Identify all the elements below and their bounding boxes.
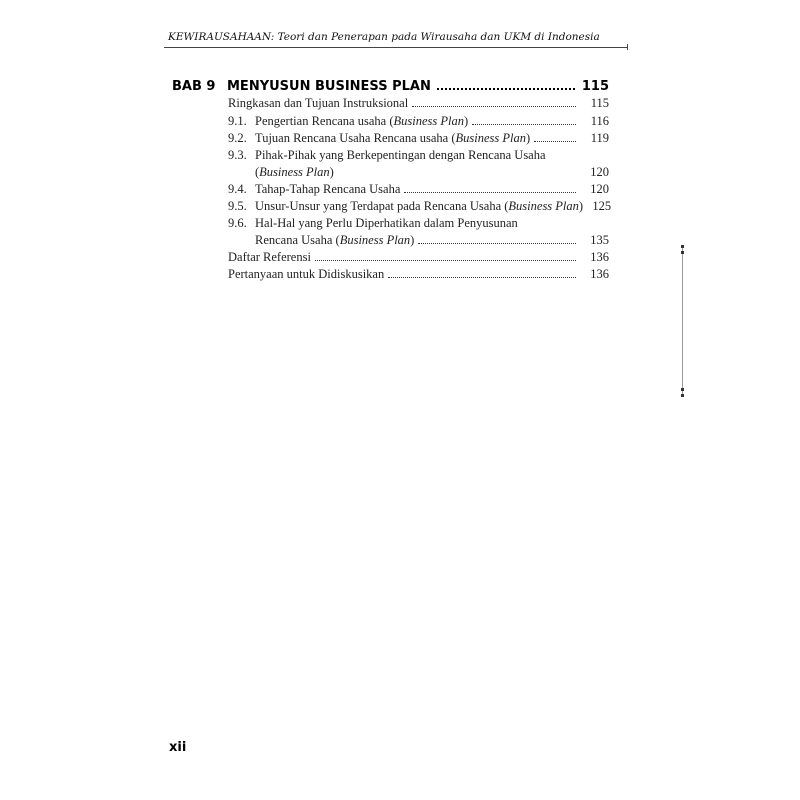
toc-entry-page: 125 xyxy=(592,199,612,213)
toc-entry-text: Pihak-Pihak yang Berkepentingan dengan Rencana Usaha xyxy=(255,148,546,162)
toc-entry xyxy=(228,182,609,198)
margin-line xyxy=(682,247,683,395)
toc-entry-number: 9.5. xyxy=(228,199,247,213)
toc-entry xyxy=(228,131,609,147)
toc-entry-page: 120 xyxy=(590,182,609,196)
toc-entry xyxy=(228,267,609,283)
toc-entry-text: Pengertian Rencana usaha (Business Plan) xyxy=(255,114,469,128)
chapter-dot-leader xyxy=(437,88,575,90)
toc-entry-page: 136 xyxy=(590,267,609,281)
toc-entry xyxy=(228,114,609,130)
margin-mark xyxy=(681,388,684,391)
toc-entry-page: 135 xyxy=(590,233,609,247)
toc-entry-page: 120 xyxy=(590,165,609,179)
toc-entry-number: 9.6. xyxy=(228,216,247,230)
chapter-title: MENYUSUN BUSINESS PLAN xyxy=(227,79,431,94)
toc-entry-text: (Business Plan) xyxy=(255,165,334,179)
toc-entry-page: 136 xyxy=(590,250,609,264)
toc-entry-text: Hal-Hal yang Perlu Diperhatikan dalam Penyusunan xyxy=(255,216,518,230)
toc-entry-text: Ringkasan dan Tujuan Instruksional xyxy=(228,96,409,110)
toc-entry-continuation xyxy=(228,165,609,181)
toc-entry-text: Pertanyaan untuk Didiskusikan xyxy=(228,267,385,281)
dot-leader xyxy=(534,141,576,142)
chapter-page-number: 115 xyxy=(581,79,609,94)
dot-leader xyxy=(404,192,576,193)
margin-mark xyxy=(681,245,684,248)
margin-mark xyxy=(681,394,684,397)
dot-leader xyxy=(315,260,576,261)
toc-entry-page: 119 xyxy=(590,131,609,145)
dot-leader xyxy=(388,277,576,278)
toc-entry-text: Unsur-Unsur yang Terdapat pada Rencana Usaha (Business Plan) xyxy=(255,199,584,213)
page-folio: xii xyxy=(169,740,187,755)
dot-leader xyxy=(418,243,576,244)
chapter-heading xyxy=(172,79,609,97)
dot-leader xyxy=(412,106,576,107)
header-rule-tick xyxy=(627,44,628,50)
toc-entry-number: 9.2. xyxy=(228,131,247,145)
toc-entry xyxy=(228,199,612,215)
toc-entry-page: 115 xyxy=(590,96,609,110)
toc-entry-text: Tahap-Tahap Rencana Usaha xyxy=(255,182,401,196)
toc-entry-text: Daftar Referensi xyxy=(228,250,311,264)
toc-entry-number: 9.4. xyxy=(228,182,247,196)
margin-mark xyxy=(681,251,684,254)
toc-entry-page: 116 xyxy=(590,114,609,128)
toc-entry-continuation xyxy=(228,233,609,249)
toc-entry-text: Tujuan Rencana Usaha Rencana usaha (Business Plan) xyxy=(255,131,531,145)
toc-entry xyxy=(228,216,609,232)
toc-entry-number: 9.3. xyxy=(228,148,247,162)
header-rule xyxy=(164,47,628,48)
toc-entry xyxy=(228,148,609,164)
toc-entry-text: Rencana Usaha (Business Plan) xyxy=(255,233,415,247)
toc-entry-number: 9.1. xyxy=(228,114,247,128)
dot-leader xyxy=(472,124,576,125)
running-header: KEWIRAUSAHAAN: Teori dan Penerapan pada Wirausaha dan UKM di Indonesia xyxy=(168,31,600,43)
toc-entry xyxy=(228,250,609,266)
toc-entry xyxy=(228,96,609,112)
chapter-label: BAB 9 xyxy=(172,79,216,94)
